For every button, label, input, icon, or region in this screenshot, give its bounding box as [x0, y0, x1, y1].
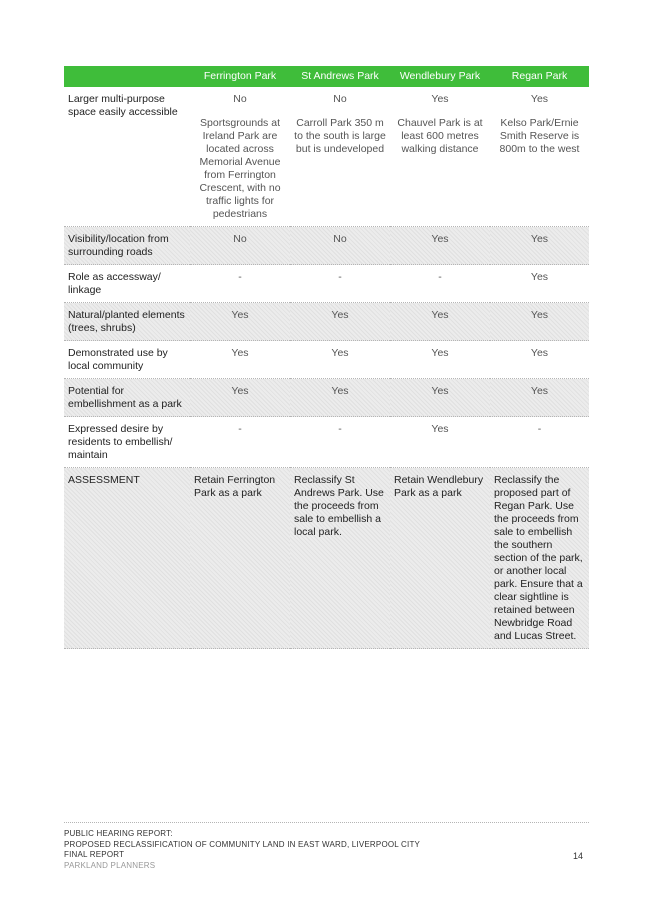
table-cell — [390, 87, 490, 227]
table-cell — [190, 87, 290, 227]
table-row — [64, 417, 589, 468]
table-cell: Yes — [390, 379, 490, 417]
footer-report-title: PROPOSED RECLASSIFICATION OF COMMUNITY LAND IN EAST WARD, LIVERPOOL CITY — [64, 839, 421, 849]
row-label: Larger multi-purpose space easily accessible — [64, 87, 190, 227]
table-row — [64, 227, 589, 265]
table-cell: Yes — [390, 303, 490, 341]
table-cell: - — [190, 417, 290, 468]
cell-value: Yes — [431, 93, 449, 105]
row-label: Visibility/location from surrounding roads — [64, 227, 190, 265]
cell-note: Kelso Park/Ernie Smith Reserve is 800m to the west — [499, 117, 580, 155]
page-footer — [64, 822, 589, 871]
header-wendlebury-park: Wendlebury Park — [390, 66, 490, 87]
cell-value: No — [333, 93, 347, 105]
table-cell: - — [290, 417, 390, 468]
table-header-row — [64, 66, 589, 87]
header-criteria — [64, 66, 190, 87]
table-cell: - — [490, 417, 589, 468]
table-cell: Yes — [290, 379, 390, 417]
table-cell: Yes — [290, 341, 390, 379]
row-label: Natural/planted elements (trees, shrubs) — [64, 303, 190, 341]
table-cell — [290, 87, 390, 227]
park-assessment-table — [64, 66, 589, 649]
cell-note: Chauvel Park is at least 600 metres walking distance — [397, 117, 483, 155]
row-label: Potential for embellishment as a park — [64, 379, 190, 417]
row-label-assessment: ASSESSMENT — [64, 468, 190, 649]
table-row — [64, 265, 589, 303]
table-cell: Yes — [490, 265, 589, 303]
table-row — [64, 379, 589, 417]
table-cell: Yes — [390, 227, 490, 265]
table-cell: Yes — [490, 303, 589, 341]
assessment-cell: Reclassify St Andrews Park. Use the proceeds from sale to embellish a local park. — [290, 468, 390, 649]
table-row — [64, 87, 589, 227]
row-label: Demonstrated use by local community — [64, 341, 190, 379]
row-label: Role as accessway/ linkage — [64, 265, 190, 303]
table-cell: Yes — [190, 341, 290, 379]
cell-note: Carroll Park 350 m to the south is large but is undeveloped — [294, 117, 386, 155]
table-cell: Yes — [390, 417, 490, 468]
footer-report-type: PUBLIC HEARING REPORT: — [64, 829, 173, 838]
table-cell: Yes — [490, 341, 589, 379]
table-row — [64, 303, 589, 341]
cell-note: Sportsgrounds at Ireland Park are located across Memorial Avenue from Ferrington Crescent, with no traffic lights for pedestrians — [199, 117, 281, 220]
row-label: Expressed desire by residents to embellish/ maintain — [64, 417, 190, 468]
header-regan-park: Regan Park — [490, 66, 589, 87]
assessment-cell: Retain Ferrington Park as a park — [190, 468, 290, 649]
assessment-cell: Reclassify the proposed part of Regan Park. Use the proceeds from sale to embellish the southern section of the park, or another local park. Ensure that a clear sightline is retained between Newbridge Road and Lucas Street. — [490, 468, 589, 649]
table-cell: - — [190, 265, 290, 303]
table-cell: - — [290, 265, 390, 303]
header-st-andrews-park: St Andrews Park — [290, 66, 390, 87]
cell-value: Yes — [530, 93, 549, 105]
footer-report-status: FINAL REPORT — [64, 850, 125, 859]
table-cell: Yes — [490, 379, 589, 417]
table-cell: - — [390, 265, 490, 303]
page-number: 14 — [573, 851, 584, 861]
table-cell: Yes — [390, 341, 490, 379]
table-cell: No — [290, 227, 390, 265]
table-cell: No — [190, 227, 290, 265]
table-cell: Yes — [290, 303, 390, 341]
assessment-row — [64, 468, 589, 649]
table-cell: Yes — [190, 379, 290, 417]
table-cell — [490, 87, 589, 227]
cell-value: No — [233, 93, 247, 105]
assessment-cell: Retain Wendlebury Park as a park — [390, 468, 490, 649]
footer-author: PARKLAND PLANNERS — [64, 860, 156, 870]
table-cell: Yes — [190, 303, 290, 341]
table-cell: Yes — [490, 227, 589, 265]
table-row — [64, 341, 589, 379]
header-ferrington-park: Ferrington Park — [190, 66, 290, 87]
